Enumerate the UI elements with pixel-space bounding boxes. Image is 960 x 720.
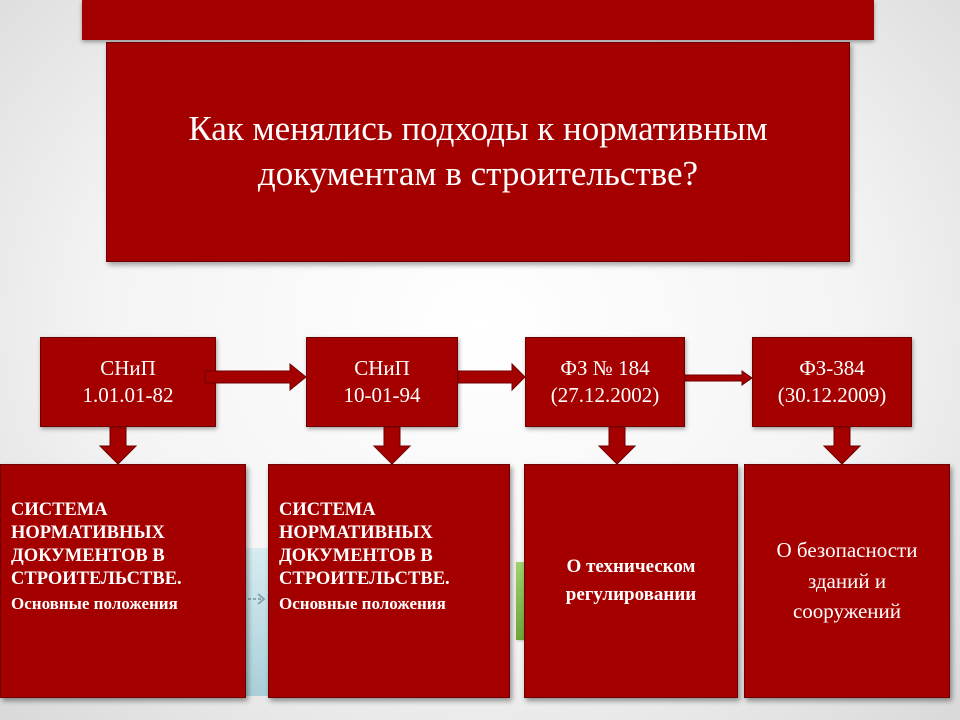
timeline-node-label: СНиП xyxy=(100,355,156,380)
timeline-node-label: СНиП xyxy=(354,355,410,380)
timeline-node-code: 1.01.01-82 xyxy=(82,383,174,407)
timeline-node-code: 10-01-94 xyxy=(343,383,421,407)
card-snip-94 xyxy=(268,464,510,698)
card-fz-184 xyxy=(524,464,738,698)
arrow-down-icon xyxy=(599,427,635,464)
dashed-arrow-icon xyxy=(248,594,264,604)
card-heading: СИСТЕМА НОРМАТИВНЫХ ДОКУМЕНТОВ В СТРОИТЕЛЬСТВЕ. xyxy=(279,500,450,589)
arrow-down-icon xyxy=(374,427,410,464)
card-text: О безопасности зданий и сооружений xyxy=(776,538,918,624)
title-text: Как менялись подходы к нормативным документам в строительстве? xyxy=(188,109,768,193)
timeline-node-label: ФЗ № 184 xyxy=(560,355,650,380)
timeline-node-code: (27.12.2002) xyxy=(550,383,660,407)
card-subheading: Основные положения xyxy=(279,593,446,613)
arrow-right-icon xyxy=(685,371,752,385)
card-subheading: Основные положения xyxy=(11,593,178,613)
timeline-node-code: (30.12.2009) xyxy=(777,383,887,407)
card-fz-384 xyxy=(744,464,950,698)
timeline-node-label: ФЗ-384 xyxy=(799,355,865,380)
card-snip-82 xyxy=(0,464,246,698)
card-heading: СИСТЕМА НОРМАТИВНЫХ ДОКУМЕНТОВ В СТРОИТЕЛЬСТВЕ. xyxy=(11,500,182,589)
arrow-right-icon xyxy=(205,364,306,390)
arrow-right-icon xyxy=(458,364,525,390)
arrow-down-icon xyxy=(100,427,136,464)
arrow-down-icon xyxy=(824,427,860,464)
card-text: О техническом регулировании xyxy=(565,555,697,605)
